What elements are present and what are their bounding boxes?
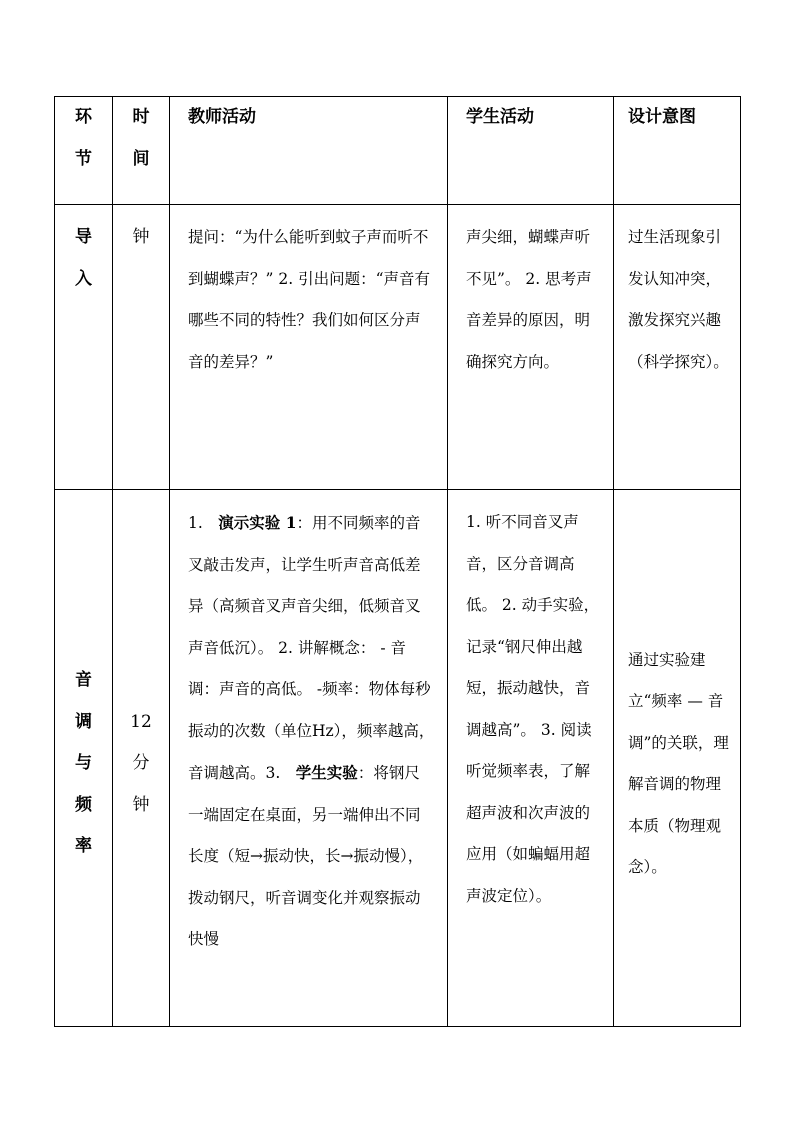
time-char: 钟 xyxy=(132,794,150,815)
teacher-text-bold: 学生实验 xyxy=(295,763,358,782)
student-activity-cell xyxy=(448,490,614,1027)
design-intent-cell xyxy=(614,490,741,1027)
teacher-activity-text: 提问：“为什么能听到蚊子声而听不到蝴蝶声？” 2. 引出问题：“声音有哪些不同的特性？我们如何区分声音的差异？” xyxy=(188,228,430,371)
teacher-text-part: ：用不同频率的音叉敲击发声，让学生听声音高低差异（高频音叉声音尖细，低频音叉声音低沉）。 2. 讲解概念： - 音调：声音的高低。 -频率：物体每秒振动的次数（单位Hz），频率越高，音调越高。3. xyxy=(188,514,435,782)
stage-char: 与 xyxy=(75,753,92,774)
stage-char: 率 xyxy=(75,836,92,857)
student-activity-cell xyxy=(448,205,614,490)
header-teacher-label: 教师活动 xyxy=(188,107,256,127)
stage-char: 导 xyxy=(75,227,92,247)
header-row xyxy=(55,97,741,205)
header-student-label: 学生活动 xyxy=(466,107,534,127)
lesson-plan-table xyxy=(54,96,741,1027)
teacher-activity-cell xyxy=(170,490,448,1027)
header-stage xyxy=(55,97,113,205)
time-cell xyxy=(113,490,170,1027)
teacher-text-bold: 演示实验 1 xyxy=(218,513,297,532)
stage-char: 频 xyxy=(75,794,92,815)
teacher-activity-cell xyxy=(170,205,448,490)
time-char: 钟 xyxy=(132,227,150,247)
header-time-char-1: 时 xyxy=(132,107,150,127)
teacher-activity-text xyxy=(188,502,435,961)
time-char: 12 xyxy=(130,711,152,732)
stage-char: 调 xyxy=(75,711,92,732)
header-intent xyxy=(614,97,741,205)
header-student xyxy=(448,97,614,205)
header-teacher xyxy=(170,97,448,205)
header-stage-char-2: 节 xyxy=(75,148,92,169)
design-intent-text: 过生活现象引发认知冲突，激发探究兴趣（科学探究）。 xyxy=(628,228,729,371)
header-time xyxy=(113,97,170,205)
teacher-text-part: 1. xyxy=(188,514,219,532)
design-intent-cell xyxy=(614,205,741,490)
header-stage-char-1: 环 xyxy=(75,107,92,127)
stage-cell xyxy=(55,490,113,1027)
student-activity-text: 声尖细，蝴蝶声听不见”。 2. 思考声音差异的原因，明确探究方向。 xyxy=(466,228,592,371)
stage-char: 音 xyxy=(75,670,92,691)
stage-char: 入 xyxy=(75,268,92,289)
design-intent-text: 通过实验建立“频率 — 音调”的关联，理解音调的物理本质（物理观念）。 xyxy=(628,650,729,876)
time-char: 分 xyxy=(132,753,150,774)
time-cell xyxy=(113,205,170,490)
header-intent-label: 设计意图 xyxy=(628,107,696,127)
teacher-text-part: ：将钢尺一端固定在桌面，另一端伸出不同长度（短→振动快，长→振动慢），拨动钢尺，听音调变化并观察振动快慢 xyxy=(188,764,424,948)
table-row xyxy=(55,490,741,1027)
table-row xyxy=(55,205,741,490)
student-activity-text: 1. 听不同音叉声音，区分音调高低。 2. 动手实验，记录“钢尺伸出越短，振动越快，音调越高”。 3. 阅读听觉频率表，了解超声波和次声波的应用（如蝙蝠用超声波定位）。 xyxy=(466,513,600,905)
stage-cell xyxy=(55,205,113,490)
header-time-char-2: 间 xyxy=(132,148,150,169)
